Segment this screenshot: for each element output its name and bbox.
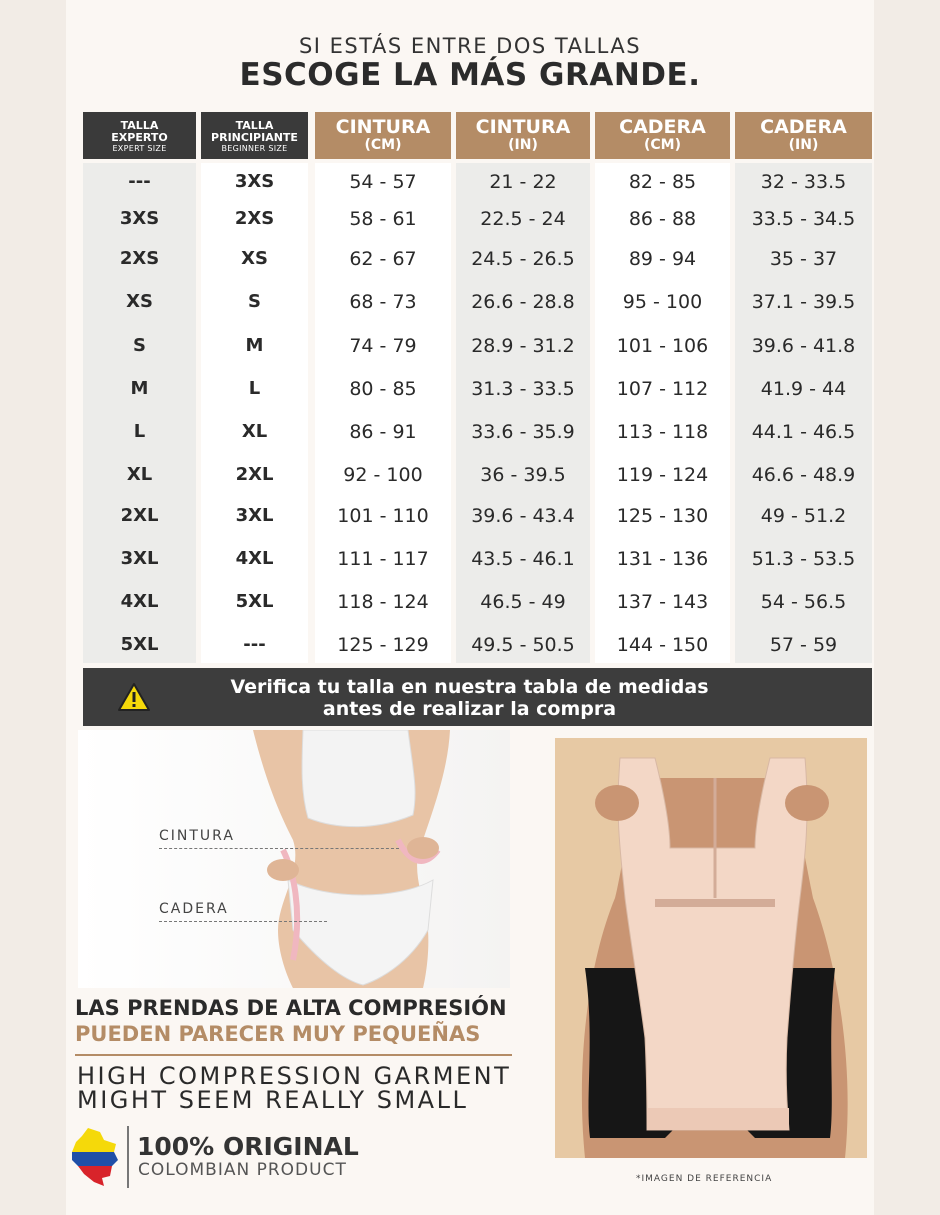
header-beginner-line1: TALLA xyxy=(235,119,274,132)
table-cell: M xyxy=(245,335,264,356)
header-expert-sub: EXPERT SIZE xyxy=(112,144,167,153)
table-cell: 86 - 88 xyxy=(628,208,697,230)
waist-guide-line xyxy=(159,848,399,849)
table-cell: XS xyxy=(126,291,153,312)
table-cell: 36 - 39.5 xyxy=(480,464,566,486)
table-cell: 144 - 150 xyxy=(616,634,709,656)
column-hip-in xyxy=(735,163,872,663)
table-cell: 31.3 - 33.5 xyxy=(471,378,575,400)
garment-reference-photo xyxy=(555,738,867,1158)
warning-line-1: Verifica tu talla en nuestra tabla de medidas xyxy=(230,676,709,698)
table-cell: 2XL xyxy=(235,464,274,485)
heading-line-1: SI ESTÁS ENTRE DOS TALLAS xyxy=(298,34,642,58)
table-cell: 41.9 - 44 xyxy=(760,378,847,400)
header-expert-line1: TALLA xyxy=(120,119,159,132)
model-silhouette-image xyxy=(78,730,510,988)
compression-english-line-2: MIGHT SEEM REALLY SMALL xyxy=(77,1086,469,1114)
table-cell: 101 - 110 xyxy=(337,505,429,527)
column-hip-cm xyxy=(595,163,730,663)
table-cell: 24.5 - 26.5 xyxy=(471,248,575,270)
column-waist-cm xyxy=(315,163,451,663)
table-cell: --- xyxy=(128,171,151,192)
header-hip-cm xyxy=(595,112,730,159)
header-waist-in xyxy=(456,112,590,159)
table-cell: 32 - 33.5 xyxy=(760,171,847,193)
table-cell: 107 - 112 xyxy=(616,378,709,400)
garment-shapewear-image xyxy=(555,738,867,1158)
table-cell: 82 - 85 xyxy=(628,171,697,193)
header-waist-in-label: CINTURA xyxy=(475,116,571,138)
hip-guide-line xyxy=(159,921,327,922)
table-cell: 92 - 100 xyxy=(343,464,423,486)
waist-label: CINTURA xyxy=(159,828,235,844)
table-cell: 33.6 - 35.9 xyxy=(471,421,575,443)
table-cell: 51.3 - 53.5 xyxy=(751,548,856,570)
table-cell: 3XL xyxy=(120,548,159,569)
table-cell: 3XS xyxy=(119,208,160,229)
column-expert-size xyxy=(83,163,196,663)
header-hip-cm-unit: (CM) xyxy=(643,137,681,153)
table-cell: 125 - 130 xyxy=(616,505,709,527)
table-cell: 26.6 - 28.8 xyxy=(471,291,575,313)
column-waist-in xyxy=(456,163,590,663)
table-cell: 22.5 - 24 xyxy=(480,208,566,230)
table-cell: XL xyxy=(126,464,153,485)
table-cell: 95 - 100 xyxy=(622,291,703,313)
table-cell: 46.6 - 48.9 xyxy=(751,464,856,486)
warning-banner xyxy=(83,668,872,726)
table-cell: 2XS xyxy=(234,208,275,229)
table-cell: 86 - 91 xyxy=(349,421,417,443)
header-hip-in xyxy=(735,112,872,159)
header-expert-size xyxy=(83,112,196,159)
table-cell: 80 - 85 xyxy=(349,378,417,400)
header-beginner-sub: BEGINNER SIZE xyxy=(221,144,288,153)
compression-spanish-line-1: LAS PRENDAS DE ALTA COMPRESIÓN xyxy=(75,996,507,1020)
table-cell: 5XL xyxy=(120,634,159,655)
table-cell: S xyxy=(133,335,146,356)
table-cell: 62 - 67 xyxy=(349,248,417,270)
header-hip-in-unit: (IN) xyxy=(788,137,819,153)
table-cell: 44.1 - 46.5 xyxy=(751,421,856,443)
table-cell: XL xyxy=(241,421,268,442)
table-cell: 2XL xyxy=(120,505,159,526)
model-measurement-photo xyxy=(78,730,510,988)
origin-subtitle: COLOMBIAN PRODUCT xyxy=(138,1160,347,1180)
table-cell: 39.6 - 41.8 xyxy=(751,335,856,357)
table-cell: 2XS xyxy=(119,248,160,269)
table-cell: 4XL xyxy=(235,548,274,569)
table-cell: 68 - 73 xyxy=(349,291,417,313)
table-cell: 137 - 143 xyxy=(616,591,709,613)
table-cell: L xyxy=(133,421,146,442)
table-cell: 54 - 56.5 xyxy=(760,591,847,613)
table-cell: XS xyxy=(241,248,268,269)
column-beginner-size xyxy=(201,163,308,663)
header-waist-cm xyxy=(315,112,451,159)
table-cell: 49.5 - 50.5 xyxy=(471,634,575,656)
table-cell: 119 - 124 xyxy=(616,464,709,486)
header-hip-cm-label: CADERA xyxy=(619,116,706,138)
table-cell: 28.9 - 31.2 xyxy=(471,335,575,357)
header-waist-cm-unit: (CM) xyxy=(364,137,402,153)
header-expert-line2: EXPERTO xyxy=(111,131,168,144)
table-cell: 3XL xyxy=(235,505,274,526)
table-cell: 21 - 22 xyxy=(489,171,557,193)
table-cell: 46.5 - 49 xyxy=(480,591,566,613)
table-cell: 58 - 61 xyxy=(349,208,417,230)
table-cell: 118 - 124 xyxy=(337,591,429,613)
table-cell: 101 - 106 xyxy=(616,335,709,357)
table-cell: 4XL xyxy=(120,591,159,612)
table-cell: --- xyxy=(243,634,266,655)
table-cell: S xyxy=(248,291,261,312)
origin-title: 100% ORIGINAL xyxy=(137,1132,359,1161)
table-cell: L xyxy=(248,378,261,399)
compression-divider xyxy=(75,1054,512,1056)
colombia-map-icon xyxy=(70,1126,122,1188)
table-cell: 131 - 136 xyxy=(616,548,709,570)
heading-line-2: ESCOGE LA MÁS GRANDE. xyxy=(239,57,701,93)
header-hip-in-label: CADERA xyxy=(760,116,847,138)
table-cell: 111 - 117 xyxy=(337,548,429,570)
table-cell: 43.5 - 46.1 xyxy=(471,548,575,570)
table-cell: 35 - 37 xyxy=(769,248,838,270)
header-waist-in-unit: (IN) xyxy=(508,137,538,153)
compression-spanish-line-2: PUEDEN PARECER MUY PEQUEÑAS xyxy=(75,1022,481,1046)
table-cell: 57 - 59 xyxy=(769,634,838,656)
table-cell: 125 - 129 xyxy=(337,634,429,656)
origin-divider xyxy=(127,1126,129,1188)
table-cell: 37.1 - 39.5 xyxy=(751,291,856,313)
table-cell: 33.5 - 34.5 xyxy=(751,208,856,230)
header-beginner-size xyxy=(201,112,308,159)
table-cell: 74 - 79 xyxy=(349,335,417,357)
table-cell: 5XL xyxy=(235,591,274,612)
hip-label: CADERA xyxy=(159,901,229,917)
header-waist-cm-label: CINTURA xyxy=(335,116,431,138)
table-cell: 113 - 118 xyxy=(616,421,709,443)
reference-note: *IMAGEN DE REFERENCIA xyxy=(636,1174,773,1184)
table-cell: 39.6 - 43.4 xyxy=(471,505,575,527)
warning-line-2: antes de realizar la compra xyxy=(322,698,617,720)
table-cell: M xyxy=(130,378,149,399)
header-beginner-line2: PRINCIPIANTE xyxy=(211,131,298,144)
compression-english-line-1: HIGH COMPRESSION GARMENT xyxy=(77,1062,512,1090)
table-cell: 54 - 57 xyxy=(349,171,417,193)
table-cell: 89 - 94 xyxy=(628,248,697,270)
table-cell: 49 - 51.2 xyxy=(760,505,847,527)
table-cell: 3XS xyxy=(234,171,275,192)
